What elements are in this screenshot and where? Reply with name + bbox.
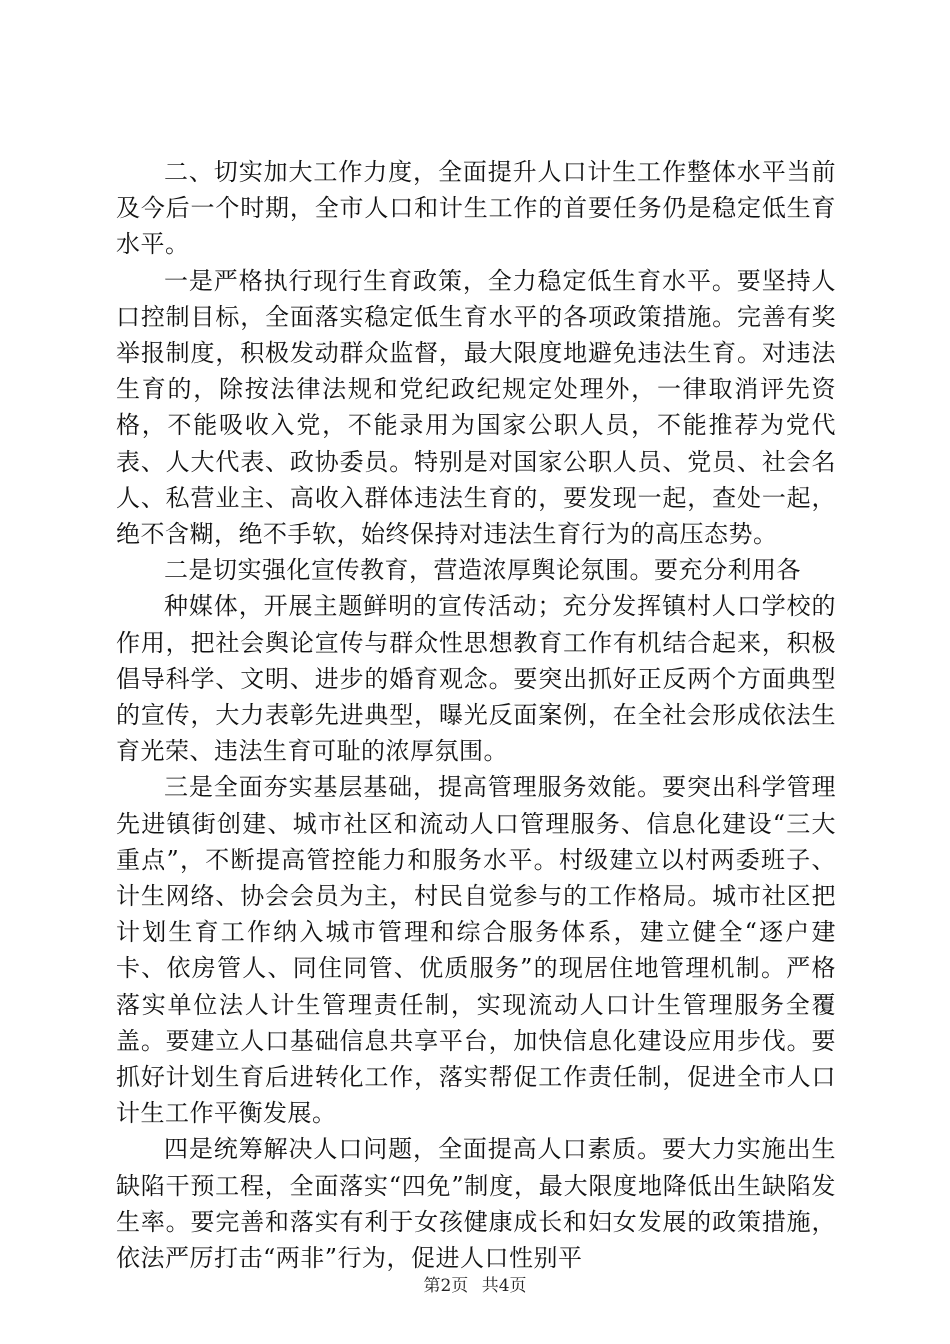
paragraph-point-three: 三是全面夯实基层基础，提高管理服务效能。要突出科学管理先进镇街创建、城市社区和流动人口管理服务、信息化建设“三大重点”，不断提高管控能力和服务水平。村级建立以村两委班子、计生网络、协会会员为主，村民自觉参与的工作格局。城市社区把计划生育工作纳入城市管理和综合服务体系，建立健全“逐户建卡、依房管人、同住同管、优质服务”的现居住地管理机制。严格落实单位法人计生管理责任制，实现流动人口计生管理服务全覆盖。要建立人口基础信息共享平台，加快信息化建设应用步伐。要抓好计划生育后进转化工作，落实帮促工作责任制，促进全市人口计生工作平衡发展。 [116,773,836,1128]
paragraph-point-two-start: 二是切实强化宣传教育，营造浓厚舆论氛围。要充分利用各 [164,556,801,585]
paragraph-heading-two: 二、切实加大工作力度，全面提升人口计生工作整体水平当前及今后一个时期，全市人口和计生工作的首要任务仍是稳定低生育水平。 [116,158,836,259]
paragraph-point-one: 一是严格执行现行生育政策，全力稳定低生育水平。要坚持人口控制目标，全面落实稳定低生育水平的各项政策措施。完善有奖举报制度，积极发动群众监督，最大限度地避免违法生育。对违法生育的，除按法律法规和党纪政纪规定处理外，一律取消评先资格，不能吸收入党，不能录用为国家公职人员，不能推荐为党代表、人大代表、政协委员。特别是对国家公职人员、党员、社会名人、私营业主、高收入群体违法生育的，要发现一起，查处一起，绝不含糊，绝不手软，始终保持对违法生育行为的高压态势。 [116,266,836,549]
page-footer [0,1275,950,1297]
page-total: 共4页 [481,1276,527,1296]
document-body [116,154,836,1276]
page-number: 第2页 [423,1276,469,1296]
paragraph-point-four: 四是统筹解决人口问题，全面提高人口素质。要大力实施出生缺陷干预工程，全面落实“四免”制度，最大限度地降低出生缺陷发生率。要完善和落实有利于女孩健康成长和妇女发展的政策措施，依法严厉打击“两非”行为，促进人口性别平 [116,1135,836,1273]
paragraph-point-two-continued: 种媒体，开展主题鲜明的宣传活动；充分发挥镇村人口学校的作用，把社会舆论宣传与群众性思想教育工作有机结合起来，积极倡导科学、文明、进步的婚育观念。要突出抓好正反两个方面典型的宣传，大力表彰先进典型，曝光反面案例，在全社会形成依法生育光荣、违法生育可耻的浓厚氛围。 [116,592,836,766]
